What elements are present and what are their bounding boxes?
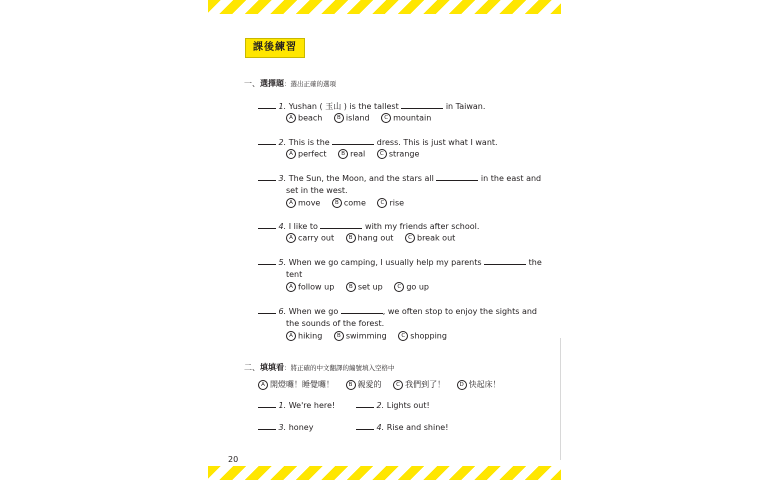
option-text: set up: [357, 282, 383, 292]
option-letter: C: [377, 149, 387, 159]
option-c: [405, 233, 455, 243]
question-number: 4.: [278, 222, 287, 231]
fill-blank: [484, 255, 526, 265]
question-1-options: [286, 113, 440, 123]
page-number: 20: [228, 455, 239, 464]
option-a: [286, 198, 320, 208]
answer-blank: [258, 398, 276, 408]
option-text: hang out: [357, 233, 394, 243]
option-b: [334, 113, 370, 123]
answer-blank: [258, 255, 276, 265]
answer-blank: [356, 398, 374, 408]
answer-blank: [258, 99, 276, 109]
choice-b: [346, 379, 382, 390]
choice-a: [258, 379, 334, 390]
question-6: [258, 304, 537, 318]
option-text: follow up: [298, 282, 335, 292]
question-text: in the east and: [480, 174, 542, 183]
option-text: strange: [388, 149, 420, 159]
choice-text: 快起床！: [468, 380, 501, 389]
option-text: hiking: [298, 331, 323, 341]
option-text: perfect: [298, 149, 327, 159]
fill-text: honey: [288, 423, 314, 432]
question-3: [258, 171, 541, 185]
option-a: [286, 149, 327, 159]
fill-blank: [341, 304, 383, 314]
option-letter: A: [286, 282, 296, 292]
fill-blank: [401, 99, 443, 109]
option-b: [338, 149, 365, 159]
question-text: This is the: [288, 138, 330, 147]
option-b: [346, 233, 394, 243]
option-letter: C: [393, 380, 403, 390]
question-2-options: [286, 149, 428, 159]
fill-item-1: [258, 398, 335, 412]
section-1-instruction: ：選出正確的選項: [284, 80, 336, 88]
option-text: go up: [406, 282, 429, 292]
question-text: The Sun, the Moon, and the stars all: [288, 174, 434, 183]
fill-text: Rise and shine!: [386, 423, 449, 432]
option-text: break out: [416, 233, 456, 243]
question-number: 1.: [278, 102, 287, 111]
option-b: [346, 282, 383, 292]
question-number: 3.: [278, 174, 287, 183]
option-b: [334, 331, 387, 341]
option-text: move: [298, 198, 321, 208]
option-letter: A: [286, 113, 296, 123]
option-c: [398, 331, 447, 341]
option-letter: B: [346, 282, 356, 292]
question-1: [258, 99, 485, 113]
option-text: island: [345, 113, 370, 123]
option-letter: B: [338, 149, 348, 159]
option-text: shopping: [410, 331, 447, 341]
option-letter: A: [286, 198, 296, 208]
question-4: [258, 219, 479, 233]
question-2: [258, 135, 498, 149]
option-b: [332, 198, 366, 208]
fill-text: We're here!: [288, 401, 336, 410]
question-text: with my friends after school.: [365, 222, 480, 231]
section-2-name: 填填看: [260, 363, 284, 372]
section-2-heading: [244, 362, 395, 373]
fill-text: Lights out!: [386, 401, 430, 410]
option-a: [286, 282, 334, 292]
fill-blank: [320, 219, 362, 229]
question-5-options: [286, 282, 438, 292]
option-a: [286, 331, 322, 341]
question-number: 5.: [278, 258, 287, 267]
bottom-stripe-border: [208, 466, 561, 480]
option-letter: C: [394, 282, 404, 292]
answer-blank: [258, 135, 276, 145]
question-number: 4.: [376, 423, 385, 432]
page-title: 課後練習: [245, 38, 305, 58]
question-6-options: [286, 331, 456, 341]
option-text: come: [343, 198, 366, 208]
fill-blank: [436, 171, 478, 181]
question-number: 2.: [376, 401, 385, 410]
question-3-options: [286, 198, 413, 208]
option-letter: B: [346, 380, 356, 390]
answer-blank: [258, 171, 276, 181]
choice-text: 我們到了！: [405, 380, 446, 389]
top-stripe-border: [208, 0, 561, 14]
option-a: [286, 113, 322, 123]
choice-text: 親愛的: [357, 380, 382, 389]
question-number: 3.: [278, 423, 287, 432]
answer-blank: [258, 304, 276, 314]
question-text: the: [528, 258, 542, 267]
option-letter: A: [286, 149, 296, 159]
question-number: 6.: [278, 307, 287, 316]
option-letter: B: [346, 233, 356, 243]
answer-blank: [356, 420, 374, 430]
question-number: 1.: [278, 401, 287, 410]
option-letter: C: [381, 113, 391, 123]
question-text: , we often stop to enjoy the sights and: [382, 307, 538, 316]
option-c: [381, 113, 431, 123]
question-5-continued: tent: [286, 270, 303, 279]
fill-blank: [332, 135, 374, 145]
fill-item-4: [356, 420, 448, 434]
question-5: [258, 255, 542, 269]
option-letter: B: [332, 198, 342, 208]
question-3-continued: set in the west.: [286, 186, 348, 195]
question-text: When we go camping, I usually help my parents: [288, 258, 482, 267]
option-letter: C: [377, 198, 387, 208]
option-letter: C: [405, 233, 415, 243]
option-c: [377, 149, 420, 159]
choice-c: [393, 379, 445, 390]
option-text: real: [350, 149, 366, 159]
option-a: [286, 233, 334, 243]
section-1-heading: [244, 78, 336, 89]
section-1-number: 一、: [244, 79, 260, 88]
option-letter: A: [286, 331, 296, 341]
question-text: Yushan ( 玉山 ) is the tallest: [288, 102, 399, 111]
option-text: carry out: [298, 233, 335, 243]
section-2-instruction: ：將正確的中文翻譯的編號填入空格中: [284, 364, 395, 372]
option-letter: A: [286, 233, 296, 243]
answer-blank: [258, 219, 276, 229]
fill-item-3: [258, 420, 313, 434]
section-2-number: 二、: [244, 363, 260, 372]
question-text: dress. This is just what I want.: [376, 138, 498, 147]
option-text: beach: [298, 113, 323, 123]
option-text: swimming: [345, 331, 387, 341]
option-c: [394, 282, 429, 292]
question-text: When we go: [288, 307, 339, 316]
option-c: [377, 198, 404, 208]
fill-item-2: [356, 398, 430, 412]
translation-choices: [258, 379, 510, 390]
question-number: 2.: [278, 138, 287, 147]
option-letter: A: [258, 380, 268, 390]
answer-blank: [258, 420, 276, 430]
choice-d: [457, 379, 501, 390]
question-text: in Taiwan.: [445, 102, 486, 111]
option-text: mountain: [393, 113, 432, 123]
section-1-name: 選擇題: [260, 79, 284, 88]
question-text: I like to: [288, 222, 318, 231]
question-4-options: [286, 233, 464, 243]
option-letter: C: [398, 331, 408, 341]
option-text: rise: [389, 198, 405, 208]
option-letter: D: [457, 380, 467, 390]
option-letter: B: [334, 331, 344, 341]
choice-text: 開燈囉！睡覺囉！: [270, 380, 334, 389]
page-edge-divider: [560, 338, 561, 460]
option-letter: B: [334, 113, 344, 123]
question-6-continued: the sounds of the forest.: [286, 319, 385, 328]
